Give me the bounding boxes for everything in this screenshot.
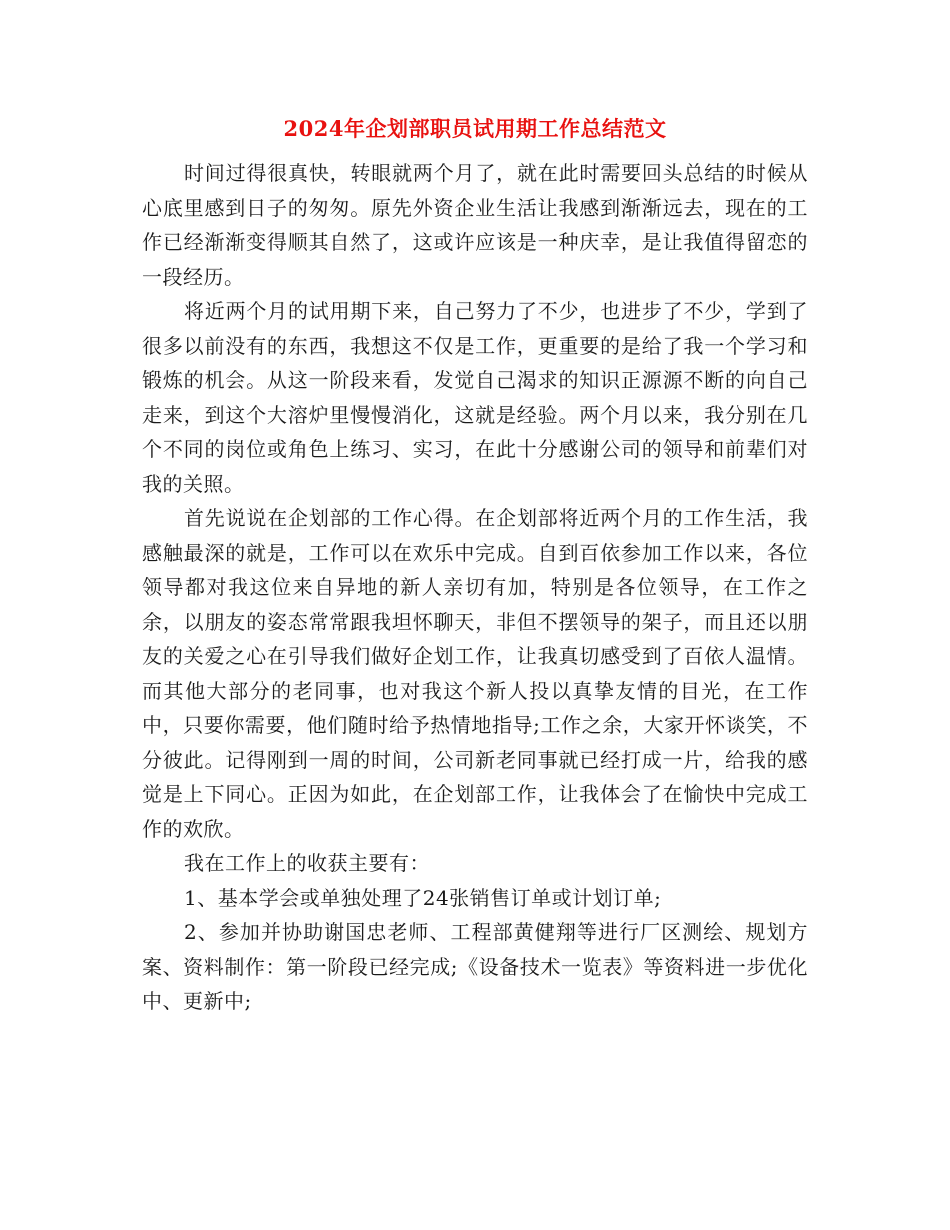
list-item-2: 2、参加并协助谢国忠老师、工程部黄健翔等进行厂区测绘、规划方案、资料制作：第一阶段已经完成;《设备技术一览表》等资料进一步优化中、更新中;	[142, 920, 808, 1013]
paragraph-gains-heading: 我在工作上的收获主要有：	[184, 851, 430, 875]
document-body	[142, 156, 808, 1019]
list-item-1: 1、基本学会或单独处理了24张销售订单或计划订单;	[184, 885, 662, 910]
paragraph-probation: 将近两个月的试用期下来，自己努力了不少，也进步了不少，学到了很多以前没有的东西，我想这不仅是工作，更重要的是给了我一个学习和锻炼的机会。从这一阶段来看，发觉自己渴求的知识正源源不断的向自己走来，到这个大溶炉里慢慢消化，这就是经验。两个月以来，我分别在几个不同的岗位或角色上练习、实习，在此十分感谢公司的领导和前辈们对我的关照。	[142, 299, 808, 496]
paragraph-planning-department: 首先说说在企划部的工作心得。在企划部将近两个月的工作生活，我感触最深的就是，工作可以在欢乐中完成。自到百依参加工作以来，各位领导都对我这位来自异地的新人亲切有加，特别是各位领导，在工作之余，以朋友的姿态常常跟我坦怀聊天，非但不摆领导的架子，而且还以朋友的关爱之心在引导我们做好企划工作，让我真切感受到了百依人温情。而其他大部分的老同事，也对我这个新人投以真挚友情的目光，在工作中，只要你需要，他们随时给予热情地指导;工作之余，大家开怀谈笑，不分彼此。记得刚到一周的时间，公司新老同事就已经打成一片，给我的感觉是上下同心。正因为如此，在企划部工作，让我体会了在愉快中完成工作的欢欣。	[142, 506, 808, 841]
paragraph-intro: 时间过得很真快，转眼就两个月了，就在此时需要回头总结的时候从心底里感到日子的匆匆。原先外资企业生活让我感到渐渐远去，现在的工作已经渐渐变得顺其自然了，这或许应该是一种庆幸，是让我值得留恋的一段经历。	[142, 161, 808, 289]
document-title: 2024年企划部职员试用期工作总结范文	[283, 116, 667, 141]
